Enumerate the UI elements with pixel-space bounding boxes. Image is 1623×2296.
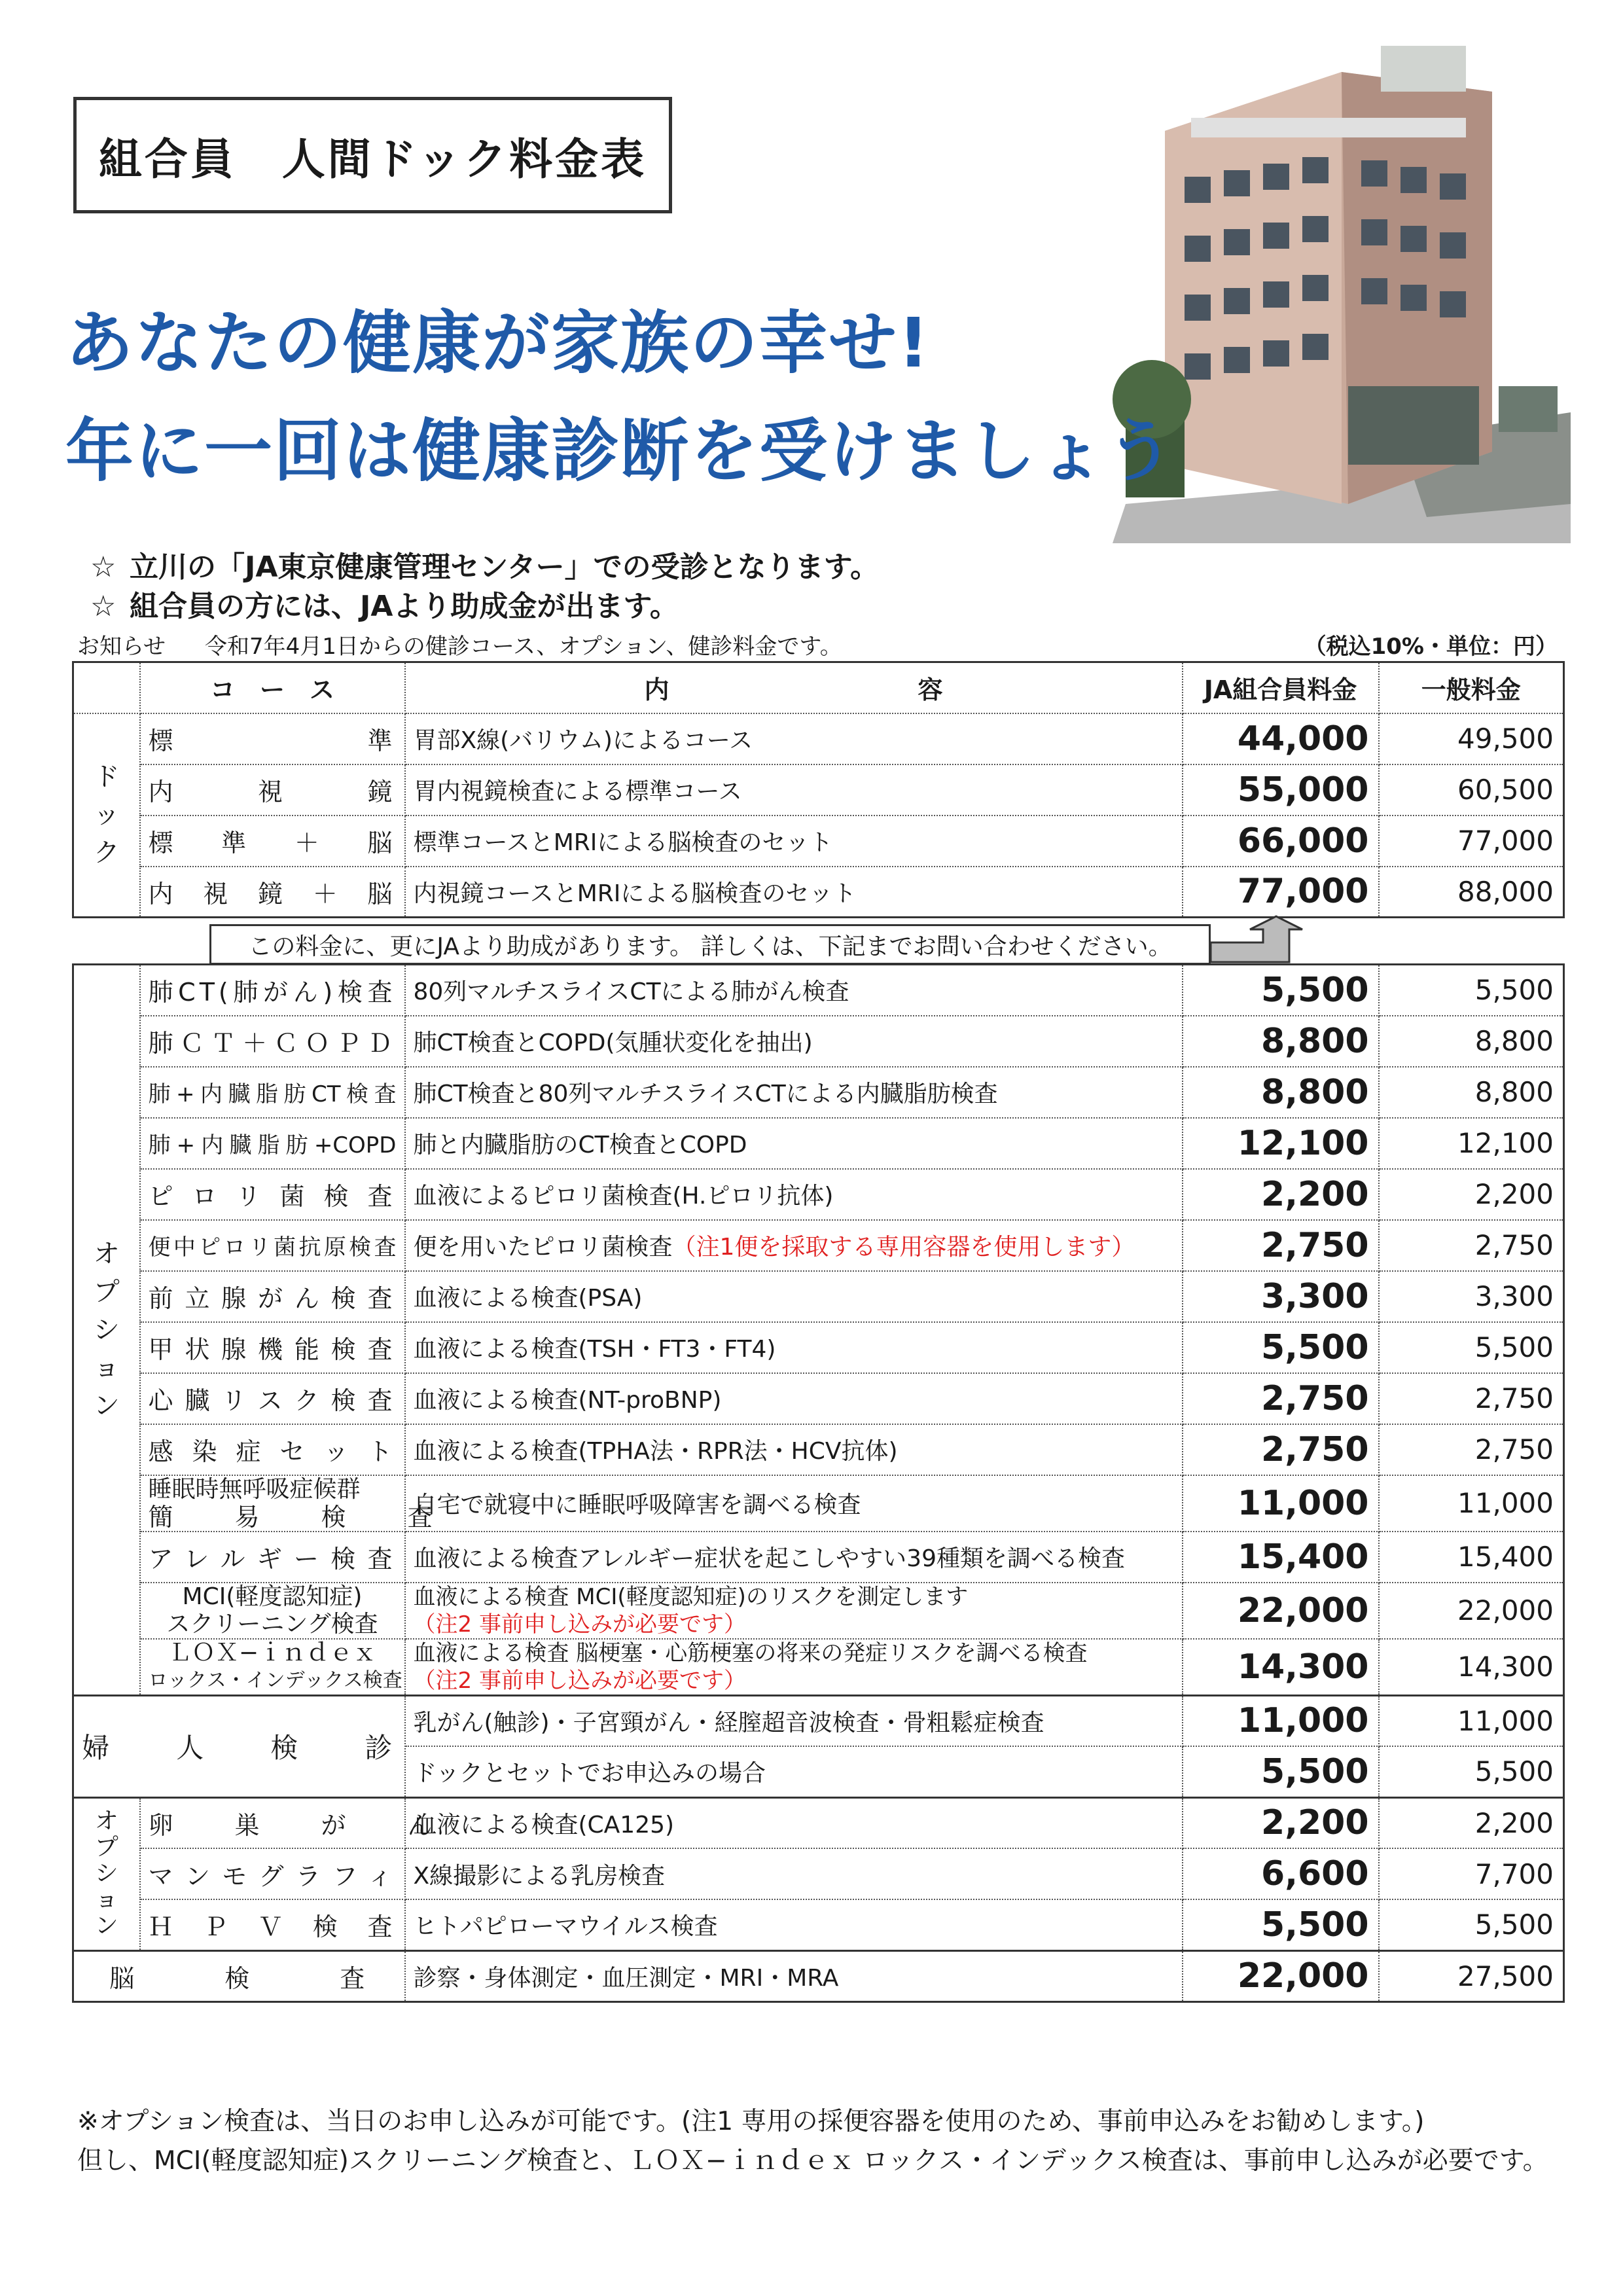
course-name: 内 視 鏡 (140, 764, 405, 816)
course-name: ピロリ菌検査 (140, 1169, 405, 1220)
star-icon: ☆ (90, 550, 116, 584)
course-content: 胃内視鏡検査による標準コース (405, 764, 1183, 816)
general-fee: 11,000 (1379, 1475, 1564, 1532)
bullet-item (90, 583, 679, 624)
table-row (73, 1583, 1564, 1639)
ja-fee: 14,300 (1183, 1639, 1379, 1696)
ja-fee: 77,000 (1183, 867, 1379, 918)
header-course: コ ー ス (140, 662, 405, 713)
ja-fee: 5,500 (1183, 1322, 1379, 1373)
table-row (73, 1424, 1564, 1475)
table-row (73, 1118, 1564, 1169)
course-name: 便中ピロリ菌抗原検査 (140, 1220, 405, 1271)
table-row (73, 1848, 1564, 1899)
course-content: ヒトパピローマウイルス検査 (405, 1899, 1183, 1950)
notice-text: 令和7年4月1日からの健診コース、オプション、健診料金です。 (204, 634, 842, 660)
content-text: 便を用いたピロリ菌検査 (413, 1234, 673, 1261)
slogan-line-1: あなたの健康が家族の幸せ! (65, 303, 931, 383)
general-fee: 60,500 (1379, 764, 1564, 816)
group-label-dock: ド ッ ク (73, 713, 140, 918)
table-row (73, 1322, 1564, 1373)
course-name: 肺+内臓脂肪+COPD (140, 1118, 405, 1169)
course-name: アレルギー検査 (140, 1532, 405, 1583)
general-fee: 8,800 (1379, 1016, 1564, 1067)
notice-label: お知らせ (77, 634, 166, 660)
table-row (73, 1067, 1564, 1118)
table-row (73, 867, 1564, 918)
header-content: 内 容 (405, 662, 1183, 713)
brain-checkup-label: 脳 検 査 (73, 1950, 405, 2001)
ja-fee: 66,000 (1183, 816, 1379, 867)
general-fee: 14,300 (1379, 1639, 1564, 1696)
course-name: マンモグラフィ (140, 1848, 405, 1899)
header-ja-fee: JA組合員料金 (1183, 662, 1379, 713)
course-content: 乳がん(触診)・子宮頸がん・経膣超音波検査・骨粗鬆症検査 (405, 1695, 1183, 1746)
course-content: 肺CT検査と80列マルチスライスCTによる内臓脂肪検査 (405, 1067, 1183, 1118)
table-row (73, 1899, 1564, 1950)
building-photo (1113, 46, 1571, 543)
general-fee: 77,000 (1379, 816, 1564, 867)
ja-fee: 8,800 (1183, 1067, 1379, 1118)
ja-fee: 11,000 (1183, 1475, 1379, 1532)
general-fee: 5,500 (1379, 1746, 1564, 1797)
ja-fee: 5,500 (1183, 1746, 1379, 1797)
table-row (73, 1220, 1564, 1271)
ja-fee: 2,200 (1183, 1169, 1379, 1220)
ja-fee: 5,500 (1183, 1899, 1379, 1950)
course-content: 自宅で就寝中に睡眠呼吸障害を調べる検査 (405, 1475, 1183, 1532)
bullet-text: 組合員の方には、JAより助成金が出ます。 (130, 590, 679, 623)
course-content: 血液によるピロリ菌検査(H.ピロリ抗体) (405, 1169, 1183, 1220)
course-name: 前立腺がん検査 (140, 1271, 405, 1322)
general-fee: 5,500 (1379, 965, 1564, 1016)
table-row (73, 1695, 1564, 1746)
course-content: 肺CT検査とCOPD(気腫状変化を抽出) (405, 1016, 1183, 1067)
ja-fee: 5,500 (1183, 965, 1379, 1016)
ja-fee: 22,000 (1183, 1950, 1379, 2001)
table-row (73, 816, 1564, 867)
table-row (73, 1169, 1564, 1220)
general-fee: 2,750 (1379, 1373, 1564, 1424)
course-content: 血液による検査(CA125) (405, 1797, 1183, 1848)
table-row (73, 713, 1564, 764)
general-fee: 8,800 (1379, 1067, 1564, 1118)
table-row (73, 1639, 1564, 1696)
table-row (73, 1532, 1564, 1583)
course-name: 内視鏡＋脳 (140, 867, 405, 918)
subsidy-callout: この料金に、更にJAより助成があります。 詳しくは、下記までお問い合わせください。 (209, 924, 1211, 965)
ja-fee: 12,100 (1183, 1118, 1379, 1169)
bullet-text: 立川の「JA東京健康管理センター」での受診となります。 (130, 550, 880, 584)
general-fee: 27,500 (1379, 1950, 1564, 2001)
course-content: 血液による検査 脳梗塞・心筋梗塞の将来の発症リスクを調べる検査 （注2 事前申し込みが必要です） (405, 1639, 1183, 1696)
ja-fee: 2,750 (1183, 1373, 1379, 1424)
table-row (73, 965, 1564, 1016)
general-fee: 22,000 (1379, 1583, 1564, 1639)
course-name: 標 準 (140, 713, 405, 764)
general-fee: 49,500 (1379, 713, 1564, 764)
header-blank (73, 662, 140, 713)
general-fee: 5,500 (1379, 1899, 1564, 1950)
course-content: 標準コースとMRIによる脳検査のセット (405, 816, 1183, 867)
page-title: 組合員 人間ドック料金表 (73, 97, 672, 213)
table-row (73, 1475, 1564, 1532)
ja-fee: 8,800 (1183, 1016, 1379, 1067)
ja-fee: 11,000 (1183, 1695, 1379, 1746)
footnote: 但し、MCI(軽度認知症)スクリーニング検査と、ＬＯＸ−ｉｎｄｅｘ ロックス・インデックス検査は、事前申し込みが必要です。 (77, 2146, 1548, 2176)
table-row (73, 1950, 1564, 2001)
womens-checkup-label: 婦 人 検 診 (73, 1695, 405, 1797)
group-label-option: オ プ シ ョ ン (73, 965, 140, 1696)
course-name: 標 準 ＋ 脳 (140, 816, 405, 867)
course-name: 睡眠時無呼吸症候群 簡 易 検 査 (140, 1475, 405, 1532)
course-name: ＬＯＸ−ｉｎｄｅｘ ロックス・インデックス検査 (140, 1639, 405, 1696)
general-fee: 15,400 (1379, 1532, 1564, 1583)
table-row (73, 1271, 1564, 1322)
general-fee: 11,000 (1379, 1695, 1564, 1746)
ja-fee: 2,200 (1183, 1797, 1379, 1848)
tax-note: （税込10%・単位：円） (1304, 634, 1558, 660)
ja-fee: 55,000 (1183, 764, 1379, 816)
course-content: 80列マルチスライスCTによる肺がん検査 (405, 965, 1183, 1016)
course-content: 血液による検査アレルギー症状を起こしやすい39種類を調べる検査 (405, 1532, 1183, 1583)
table-row (73, 1016, 1564, 1067)
dock-fee-table (72, 661, 1565, 918)
ja-fee: 2,750 (1183, 1424, 1379, 1475)
table-row (73, 1797, 1564, 1848)
course-content: 診察・身体測定・血圧測定・MRI・MRA (405, 1950, 1183, 2001)
course-name: 感染症セット (140, 1424, 405, 1475)
course-content: ドックとセットでお申込みの場合 (405, 1746, 1183, 1797)
course-content (405, 1220, 1183, 1271)
course-content: 内視鏡コースとMRIによる脳検査のセット (405, 867, 1183, 918)
general-fee: 12,100 (1379, 1118, 1564, 1169)
course-content: 血液による検査 MCI(軽度認知症)のリスクを測定します （注2 事前申し込みが必要です） (405, 1583, 1183, 1639)
note-red: （注2 事前申し込みが必要です） (413, 1667, 746, 1694)
course-content: 血液による検査(PSA) (405, 1271, 1183, 1322)
group-label-option-2: オ プ シ ョ ン (73, 1797, 140, 1950)
note-red: （注2 事前申し込みが必要です） (413, 1611, 746, 1638)
note-red: （注1便を採取する専用容器を使用します） (672, 1234, 1135, 1261)
ja-fee: 44,000 (1183, 713, 1379, 764)
header-general-fee: 一般料金 (1379, 662, 1564, 713)
course-content: 血液による検査(NT-proBNP) (405, 1373, 1183, 1424)
course-content: 血液による検査(TSH・FT3・FT4) (405, 1322, 1183, 1373)
general-fee: 2,750 (1379, 1220, 1564, 1271)
star-icon: ☆ (90, 590, 116, 623)
course-name: 甲状腺機能検査 (140, 1322, 405, 1373)
general-fee: 7,700 (1379, 1848, 1564, 1899)
course-name: 卵 巣 が ん (140, 1797, 405, 1848)
notice (77, 628, 842, 660)
course-name: ＨＰＶ検査 (140, 1899, 405, 1950)
course-name: MCI(軽度認知症) スクリーニング検査 (140, 1583, 405, 1639)
general-fee: 2,200 (1379, 1797, 1564, 1848)
course-name: 肺CT(肺がん)検査 (140, 965, 405, 1016)
option-fee-table (72, 963, 1565, 2003)
ja-fee: 22,000 (1183, 1583, 1379, 1639)
course-name: 肺ＣＴ＋ＣＯＰＤ (140, 1016, 405, 1067)
general-fee: 2,750 (1379, 1424, 1564, 1475)
course-content: 肺と内臓脂肪のCT検査とCOPD (405, 1118, 1183, 1169)
general-fee: 88,000 (1379, 867, 1564, 918)
ja-fee: 6,600 (1183, 1848, 1379, 1899)
ja-fee: 3,300 (1183, 1271, 1379, 1322)
ja-fee: 2,750 (1183, 1220, 1379, 1271)
general-fee: 2,200 (1379, 1169, 1564, 1220)
course-name: 肺+内臓脂肪CT検査 (140, 1067, 405, 1118)
course-content: 胃部X線(バリウム)によるコース (405, 713, 1183, 764)
table-row (73, 764, 1564, 816)
course-content: 血液による検査(TPHA法・RPR法・HCV抗体) (405, 1424, 1183, 1475)
arrow-up-icon (1211, 916, 1348, 969)
slogan-line-2: 年に一回は健康診断を受けましょう (65, 411, 1176, 491)
footnote: ※オプション検査は、当日のお申し込みが可能です。(注1 専用の採便容器を使用のため、事前申込みをお勧めします。) (77, 2107, 1425, 2136)
table-header (73, 662, 1564, 713)
general-fee: 5,500 (1379, 1322, 1564, 1373)
table-row (73, 1373, 1564, 1424)
bullet-item (90, 543, 879, 585)
course-content: X線撮影による乳房検査 (405, 1848, 1183, 1899)
course-name: 心臓リスク検査 (140, 1373, 405, 1424)
ja-fee: 15,400 (1183, 1532, 1379, 1583)
general-fee: 3,300 (1379, 1271, 1564, 1322)
